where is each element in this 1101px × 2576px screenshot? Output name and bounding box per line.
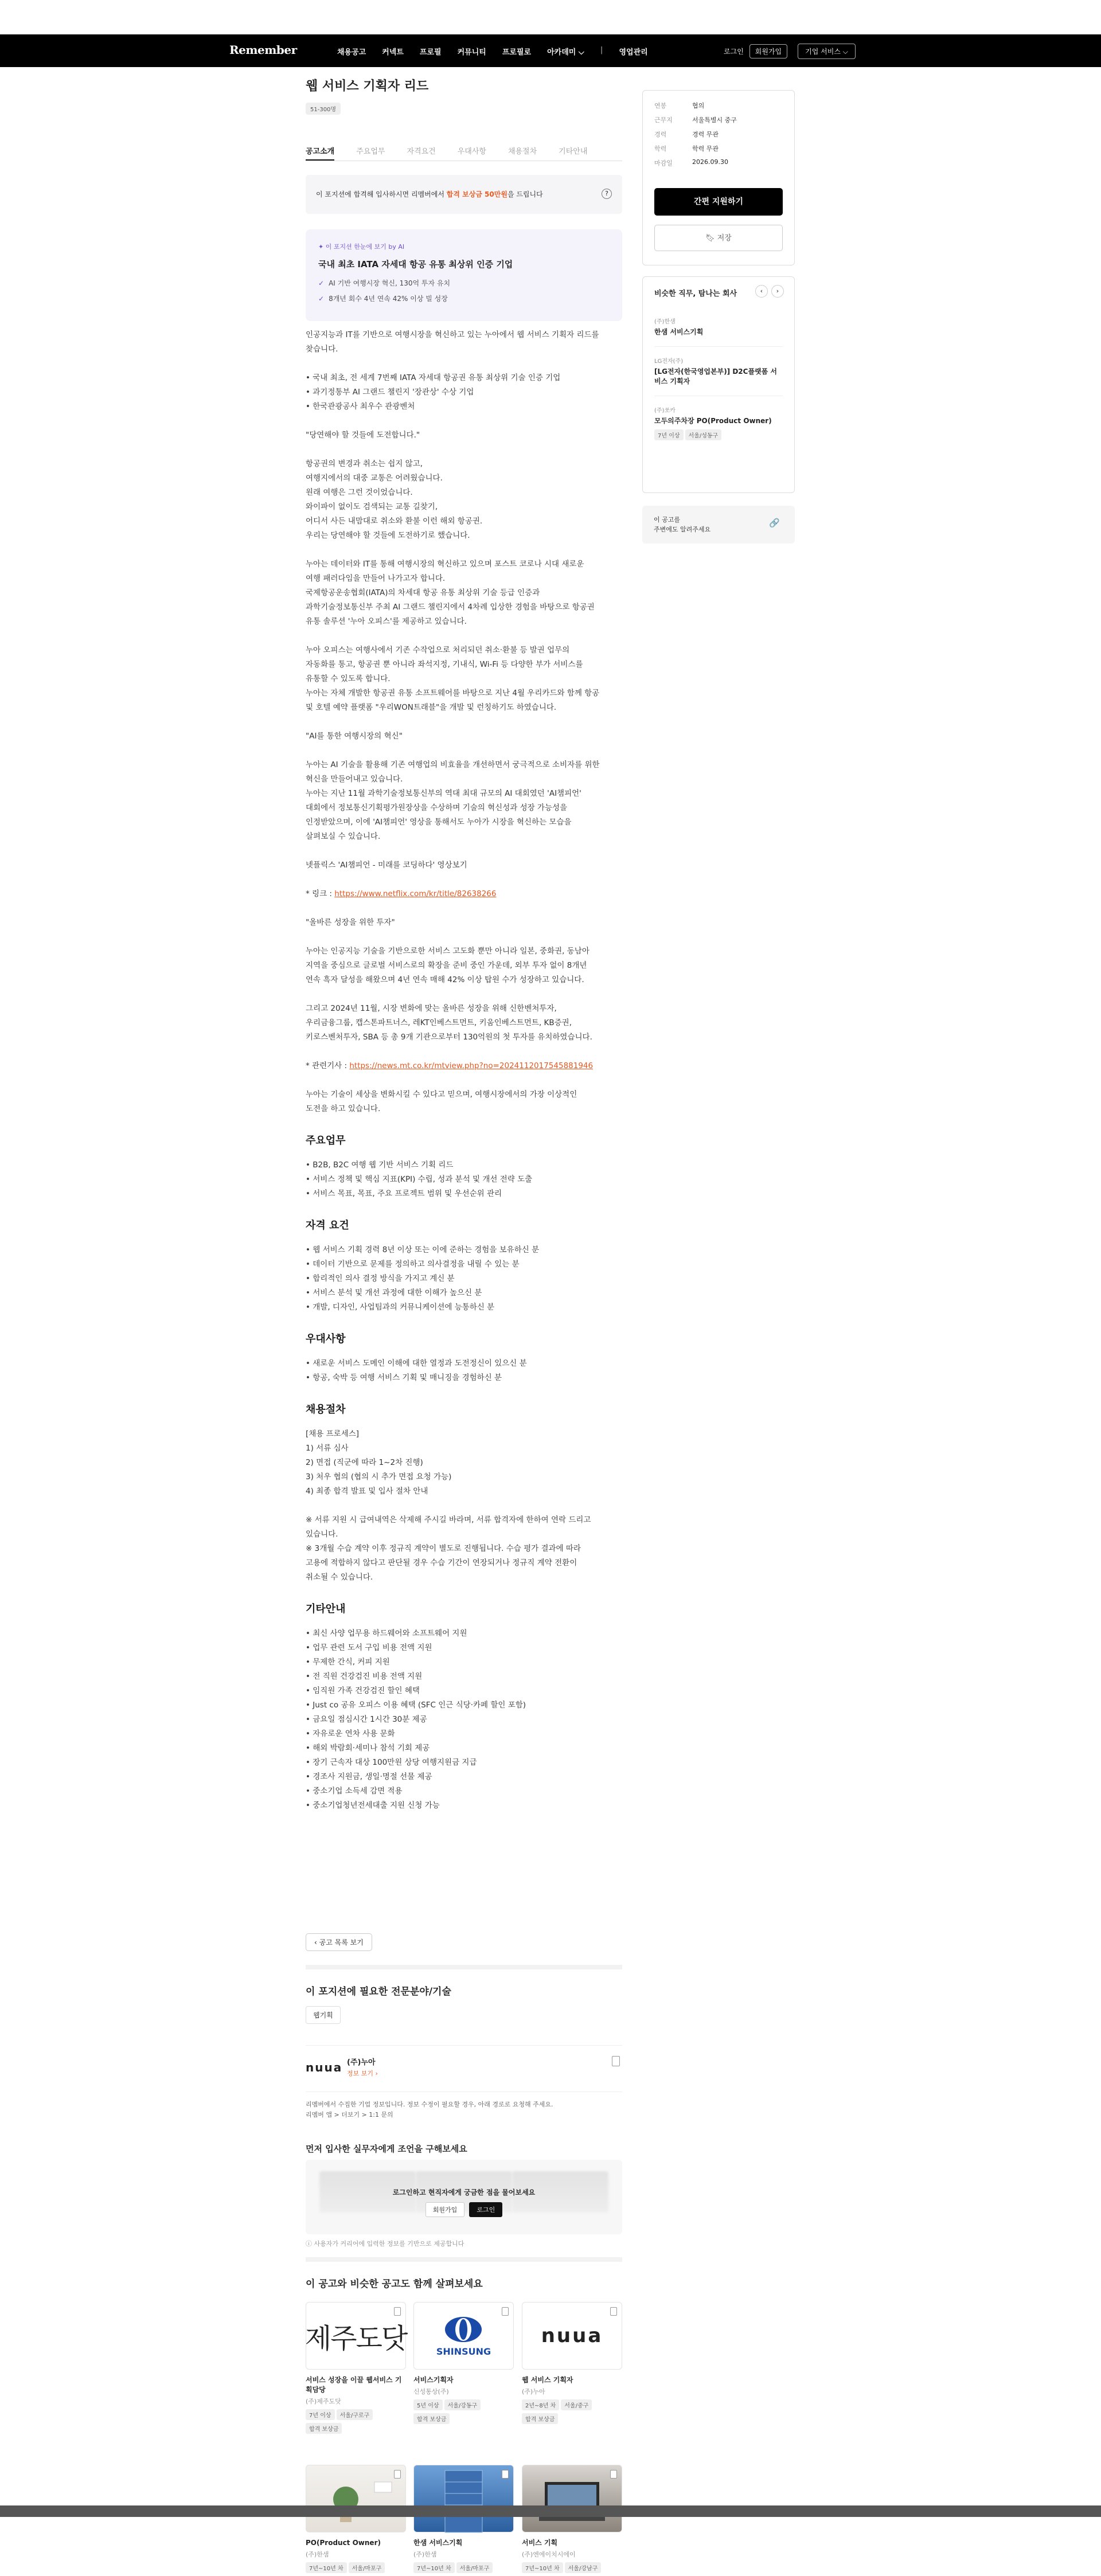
company-card[interactable] [306, 2045, 622, 2092]
tab-preferred[interactable]: 우대사항 [457, 147, 486, 156]
description-line: 도전을 하고 있습니다. [306, 1104, 381, 1113]
card-chip: 서울/구로구 [337, 2409, 373, 2420]
description-line: • 해외 박람회·세미나 참석 기회 제공 [306, 1744, 430, 1753]
preferred-heading: 우대사항 [306, 1333, 346, 1345]
description-line [306, 629, 622, 643]
section-divider [306, 2257, 622, 2262]
sidebar-chip: 7년 이상 [654, 429, 684, 440]
card-company: (주)한샘 [306, 2551, 329, 2558]
card-title: 서비스기획자 [413, 2376, 454, 2384]
card-chip: 서울/마포구 [456, 2562, 493, 2573]
description-line: 여행지에서의 대중 교통은 어려웠습니다. [306, 474, 443, 483]
similar-jobs-title: 비슷한 직무, 탐나는 회사 [654, 290, 737, 298]
description-line: • 무제한 간식, 커피 지원 [306, 1658, 390, 1667]
description-line: ※ 3개월 수습 계약 이후 정규직 계약이 별도로 진행됩니다. 수습 평가 결과에 따라 [306, 1544, 581, 1553]
card-company: 신성통상(주) [413, 2388, 449, 2395]
card-company: (주)엔에이치시에이 [522, 2551, 576, 2558]
advice-box [306, 2160, 622, 2234]
description-line: 어디서 사든 내맘대로 취소와 환불 이런 해외 항공권. [306, 517, 483, 526]
description-line: 누아는 기술이 세상을 변화시킬 수 있다고 믿으며, 여행시장에서의 가장 이상적인 [306, 1090, 577, 1099]
description-line: 1) 서류 심사 [306, 1444, 349, 1453]
description-line: • 금요일 점심시간 1시간 30분 제공 [306, 1715, 427, 1724]
description-line: 넷플릭스 'AI챔피언 - 미래를 코딩하다' 영상보기 [306, 861, 467, 870]
card-chips [522, 2562, 622, 2576]
shinsung-wordmark: SHINSUNG [436, 2346, 491, 2357]
global-header [0, 34, 1101, 67]
etc-heading: 기타안내 [306, 1603, 346, 1615]
article-link-line [306, 1059, 622, 1073]
card-chip: 서울/강남구 [565, 2562, 602, 2573]
shinsung-logo [436, 2315, 491, 2357]
tab-qualifications[interactable]: 자격요건 [407, 147, 436, 156]
card-company: (주)누아 [522, 2388, 545, 2395]
card-chip: 합격 보상금 [413, 2413, 450, 2424]
description-line: • Just co 공유 오피스 이용 혜택 (SFC 인근 식당·카페 할인 포함) [306, 1701, 526, 1710]
ai-summary-item [318, 294, 610, 303]
description-part2 [306, 901, 622, 1059]
bonus-text: 이 포지션에 합격해 입사하시면 리멤버에서 [316, 190, 447, 198]
description-line: 지역을 중심으로 글로벌 서비스로의 확장을 준비 중인 가운데, 외부 투자 없이 8개년 [306, 961, 587, 970]
description-line: "당연해야 할 것들에 도전합니다." [306, 431, 420, 440]
summary-value: 경력 무관 [692, 131, 719, 138]
process-heading: 채용절차 [306, 1404, 346, 1416]
bookmark-icon[interactable] [502, 2470, 509, 2479]
info-note-line: 리멤버 앱 > 더보기 > 1:1 문의 [306, 2111, 393, 2118]
card-chips [522, 2399, 622, 2427]
signup-button[interactable]: 회원가입 [749, 44, 787, 58]
description-line: • 과기정통부 AI 그랜드 챌린지 '장관상' 수상 기업 [306, 388, 474, 397]
preferred-list [306, 1357, 622, 1385]
similar-job-card[interactable] [306, 2465, 406, 2576]
menu-profile[interactable]: 프로필 [419, 48, 442, 57]
bonus-amount: 합격 보상금 50만원 [446, 190, 507, 198]
summary-value: 협의 [692, 102, 705, 110]
similar-job-card[interactable] [306, 2302, 406, 2437]
card-title: 서비스 기획 [522, 2539, 558, 2547]
description-line: 항공권의 변경과 취소는 쉽지 않고, [306, 459, 423, 468]
card-company: (주)한샘 [413, 2551, 437, 2558]
card-title: PO(Product Owner) [306, 2539, 381, 2547]
description-line: 누아는 인공지능 기술을 기반으로한 서비스 고도화 뿐만 아니라 일본, 중화권, 동남아 [306, 947, 589, 956]
bookmark-icon[interactable] [394, 2470, 401, 2479]
company-size-tag: 51-300명 [306, 103, 341, 115]
description-line: • 서비스 목표, 목표, 주요 프로젝트 범위 및 우선순위 관리 [306, 1189, 502, 1198]
hire-bonus-banner [306, 175, 622, 214]
description-line: ※ 서류 지원 시 급여내역은 삭제해 주시길 바라며, 서류 합격자에 한하여 연락 드리고 [306, 1515, 591, 1525]
description-line [306, 443, 622, 457]
description-line [306, 715, 622, 729]
bonus-suffix: 을 드립니다 [507, 190, 543, 198]
description-line [306, 543, 622, 557]
description-line: 4) 최종 합격 발표 및 입사 절차 안내 [306, 1487, 428, 1496]
description-line: 그리고 2024년 11월, 시장 변화에 맞는 올바른 성장을 위해 신한벤처투자, [306, 1004, 557, 1013]
sidebar-job-title: 모두의주차장 PO(Product Owner) [654, 417, 772, 425]
description-line: • 데이터 기반으로 문제를 정의하고 의사결정을 내릴 수 있는 분 [306, 1260, 520, 1269]
card-logo [413, 2302, 514, 2370]
main-menu [337, 46, 664, 57]
card-chip: 서울/중구 [561, 2399, 592, 2410]
card-title: 서비스 성장을 이끌 웹서비스 기획담당 [306, 2376, 402, 2394]
header-actions [724, 44, 856, 59]
nuua-logo: nuua [541, 2324, 603, 2347]
menu-connect[interactable]: 커넥트 [382, 48, 404, 57]
description-line: 있습니다. [306, 1530, 338, 1539]
summary-row-deadline [654, 158, 783, 167]
remember-logo[interactable]: Remember [229, 43, 297, 57]
description-line [306, 901, 622, 916]
description-line: 누아는 AI 기술을 활용해 기존 여행업의 비효율을 개선하면서 궁극적으로 소비자를 위한 [306, 760, 600, 769]
description-line: 2) 면접 (직군에 따라 1~2차 진행) [306, 1458, 423, 1467]
description-line: 고용에 적합하지 않다고 판단될 경우 수습 기간이 연장되거나 정규직 계약 전환이 [306, 1558, 577, 1568]
description-line: • B2B, B2C 여행 웹 기반 서비스 기획 리드 [306, 1160, 454, 1170]
qualifications-heading: 자격 요건 [306, 1219, 349, 1232]
summary-value: 서울특별시 중구 [692, 116, 737, 124]
description-line: 연속 흑자 달성을 해왔으며 4년 연속 매해 42% 이상 탑원 수가 성장하고 있습니다. [306, 975, 584, 984]
card-chip: 5년 이상 [413, 2399, 443, 2410]
description-line: • 서비스 분석 및 개선 과정에 대한 이해가 높으신 분 [306, 1288, 482, 1297]
description-line: 누아 오피스는 여행사에서 기존 수작업으로 처리되던 취소·환불 등 발권 업무의 [306, 646, 570, 655]
description-line: 유통 솔루션 '누아 오피스'를 제공하고 있습니다. [306, 617, 467, 626]
card-chips [413, 2399, 514, 2427]
card-title: 한샘 서비스기획 [413, 2539, 463, 2547]
description-line: 혁신을 만들어내고 있습니다. [306, 775, 403, 784]
company-info-note [306, 2100, 553, 2120]
description-line [306, 873, 622, 887]
ai-summary-headline: 국내 최초 IATA 자세대 항공 유통 최상위 인증 기업 [318, 259, 513, 269]
sidebar-job-item[interactable] [654, 346, 783, 386]
advice-note: ⓘ 사용자가 커리어에 입력한 정보를 기반으로 제공합니다 [306, 2240, 464, 2247]
description-line: • 임직원 가족 건강검진 할인 혜택 [306, 1686, 420, 1695]
card-title: 웹 서비스 기획자 [522, 2376, 573, 2384]
advice-buttons [306, 2202, 622, 2217]
description-line: • 서비스 정책 및 핵심 지표(KPI) 수립, 성과 분석 및 개선 전략 도출 [306, 1175, 533, 1184]
description-line: • 한국관광공사 최우수 관광벤처 [306, 402, 415, 411]
description-line: • 최신 사양 업무용 하드웨어와 소프트웨어 지원 [306, 1629, 467, 1638]
description-line: • 항공, 숙박 등 여행 서비스 기획 및 매니징을 경험하신 분 [306, 1373, 502, 1382]
description-line [306, 1045, 622, 1059]
tab-process[interactable]: 채용절차 [507, 147, 537, 156]
advice-signup-button[interactable]: 회원가입 [425, 2202, 465, 2217]
sidebar-job-chips [654, 426, 783, 440]
menu-sales[interactable]: 영업관리 [619, 48, 648, 57]
share-box [642, 506, 795, 544]
info-note-line: 리멤버에서 수집한 기업 정보입니다. 정보 수정이 필요할 경우, 아래 경로로 요청해 주세요. [306, 2101, 553, 2108]
description-line: • 웹 서비스 기획 경력 8년 이상 또는 이에 준하는 경험을 보유하신 분 [306, 1245, 540, 1254]
description-line: • 중소기업청년전세대출 지원 신청 가능 [306, 1801, 440, 1810]
netflix-link[interactable]: https://www.netflix.com/kr/title/82638266 [334, 889, 497, 898]
card-company: (주)제주도닷 [306, 2398, 341, 2405]
ai-summary-header: ✦ 이 포지션 한눈에 보기 by AI [318, 243, 405, 251]
description-line: "올바른 성장을 위한 투자" [306, 918, 395, 927]
card-chip: 7년~10년 차 [306, 2562, 347, 2573]
card-chip: 7년~10년 차 [413, 2562, 455, 2573]
share-text: 이 공고를 [654, 516, 681, 523]
share-text: 주변에도 알려주세요 [654, 526, 711, 533]
description-line: • 합리적인 의사 결정 방식을 가지고 계신 분 [306, 1274, 455, 1283]
card-chip: 7년~10년 차 [522, 2562, 563, 2573]
sidebar-job-company: (주)쏘카 [654, 408, 676, 414]
card-chip: 서울/강동구 [444, 2399, 481, 2410]
description-line: 살펴보실 수 있습니다. [306, 832, 381, 841]
description-line: 우리금융그룹, 캡스톤파트너스, 레KT인베스트먼트, 키움인베스트먼트, KB증권, [306, 1018, 572, 1027]
similar-job-card[interactable] [522, 2465, 622, 2576]
menu-profilero[interactable]: 프로필로 [502, 48, 532, 57]
card-chip: 7년 이상 [306, 2409, 335, 2420]
summary-row-location [654, 115, 783, 124]
laptop-photo [522, 2465, 622, 2532]
description-line: 원래 여행은 그런 것이었습니다. [306, 488, 413, 497]
description-line: 과학기술정보통신부 주최 AI 그랜드 챌린지에서 4차례 입상한 경험을 바탕으로 항공권 [306, 603, 595, 612]
building-photo [413, 2465, 514, 2532]
ai-summary-text: 8개년 회수 4년 연속 42% 이상 빌 성장 [329, 295, 448, 303]
description-line: "AI를 통한 여행시장의 혁신" [306, 732, 403, 741]
chevron-left-icon[interactable]: ‹ [755, 285, 768, 298]
summary-key: 학력 [654, 145, 667, 153]
description-line: 인공지능과 IT를 기반으로 여행시장을 혁신하고 있는 누아에서 웹 서비스 기획자 리드를 [306, 330, 599, 339]
similar-job-card[interactable] [413, 2465, 514, 2576]
card-chips [413, 2562, 514, 2576]
description-line: • 경조사 지원금, 생일·명절 선물 제공 [306, 1772, 432, 1781]
company-name[interactable]: (주)누아 [347, 2058, 376, 2067]
description-line: 누아는 자체 개발한 항공권 유통 소프트웨어를 바탕으로 지난 4월 우리카드와 함께 항공 [306, 689, 600, 698]
sidebar-job-company: LG전자(주) [654, 358, 684, 365]
card-logo [306, 2302, 406, 2370]
apply-button[interactable]: 간편 지원하기 [654, 188, 783, 216]
description-line [306, 357, 622, 371]
description-line: • 개발, 디자인, 사업팀과의 커뮤니케이션에 능통하신 분 [306, 1303, 495, 1312]
similar-job-card[interactable] [413, 2302, 514, 2427]
description-line: • 업무 관련 도서 구입 비용 전액 지원 [306, 1643, 432, 1652]
login-link[interactable]: 로그인 [724, 48, 744, 56]
tab-duties[interactable]: 주요업무 [356, 147, 385, 156]
bookmark-icon[interactable] [394, 2307, 401, 2316]
description-line [306, 1499, 622, 1513]
description-part1 [306, 328, 622, 887]
summary-row-career [654, 130, 783, 139]
advice-heading: 먼저 입사한 실무자에게 조언을 구해보세요 [306, 2144, 467, 2154]
help-icon[interactable]: ? [602, 189, 612, 199]
sidebar-job-item[interactable] [654, 307, 783, 337]
menu-community[interactable]: 커뮤니티 [457, 48, 486, 57]
bookmark-icon: 🔖︎ [705, 234, 717, 243]
nuua-logo: nuua [306, 2061, 343, 2074]
summary-value: 2026.09.30 [692, 158, 728, 166]
menu-separator: | [600, 46, 603, 54]
description-part3 [306, 1073, 622, 1116]
description-line: • 새로운 서비스 도메인 이해에 대한 열정과 도전정신이 있으신 분 [306, 1359, 527, 1368]
description-line: [채용 프로세스] [306, 1429, 360, 1439]
back-to-list-button[interactable]: ‹ 공고 목록 보기 [306, 1933, 372, 1951]
description-line: • 국내 최초, 전 세계 7번째 IATA 자세대 항공권 유통 최상위 기술 인증 기업 [306, 373, 561, 382]
description-line: 키로스벤처투자, SBA 등 총 9개 기관으로부터 130억원의 첫 투자를 유치하였습니다. [306, 1033, 592, 1042]
summary-key: 연봉 [654, 102, 667, 110]
link-icon[interactable]: 🔗 [769, 518, 780, 528]
summary-row-education [654, 144, 783, 153]
description-line [306, 844, 622, 858]
section-divider [306, 1965, 622, 1969]
article-link[interactable]: https://news.mt.co.kr/mtview.php?no=2024112017545881946 [349, 1061, 594, 1070]
card-chip: 합격 보상금 [306, 2423, 342, 2434]
description-line [306, 744, 622, 758]
save-label: 저장 [717, 234, 732, 243]
description-line: • 자유로운 연차 사용 문화 [306, 1729, 395, 1738]
description-line: 누아는 지난 11월 과학기술정보통신부의 역대 최대 규모의 AI 대회였던 'AI챔피언' [306, 789, 581, 798]
ai-summary-text: AI 기반 여행시장 혁신, 130억 투자 유치 [329, 279, 451, 287]
netflix-link-line [306, 887, 622, 901]
sidebar-chip: 서울/성동구 [685, 429, 722, 440]
description-line: 자동화를 통고, 항공권 뿐 아니라 좌석지정, 기내식, Wi-Fi 등 다양한 부가 서비스를 [306, 660, 583, 669]
chevron-right-icon[interactable]: › [771, 285, 784, 298]
summary-key: 근무지 [654, 116, 673, 124]
ai-summary-item [318, 278, 610, 288]
check-icon: ✓ [318, 279, 325, 287]
link-prefix: * 관련기사 : [306, 1061, 350, 1070]
qualifications-list [306, 1243, 622, 1315]
skill-chip[interactable]: 웹기획 [306, 2006, 341, 2024]
description-line [306, 414, 622, 428]
similar-jobs-heading: 이 공고와 비슷한 공고도 함께 살펴보세요 [306, 2278, 483, 2290]
bottom-bar [0, 2505, 1101, 2517]
description-line: • 중소기업 소득세 감면 적용 [306, 1787, 403, 1796]
description-line [306, 987, 622, 1002]
bookmark-icon[interactable] [610, 2470, 617, 2479]
description-line: 유통할 수 있도록 합니다. [306, 674, 391, 683]
menu-academy[interactable]: 아카데미 ⌵ [547, 48, 584, 57]
summary-value: 학력 무관 [692, 145, 719, 153]
description-line: • 전 직원 건강검진 비용 전액 지원 [306, 1672, 423, 1681]
card-chip: 2년~8년 차 [522, 2399, 559, 2410]
sidebar-job-item[interactable] [654, 396, 783, 440]
sidebar-job-company: (주)한샘 [654, 319, 676, 325]
description-line: 여행 패러다임을 만들어 나가고자 합니다. [306, 574, 446, 583]
jejudot-logo: 제주도닷 [304, 2322, 407, 2355]
menu-jobs[interactable]: 채용공고 [337, 48, 366, 57]
card-chips [306, 2409, 406, 2437]
check-icon: ✓ [318, 295, 325, 303]
description-line: 우리는 당연해야 할 것들에 도전하기로 했습니다. [306, 531, 470, 540]
description-line: 및 호텔 예약 플랫폼 "우리WON트래블"을 개발 및 런칭하기도 하였습니다. [306, 703, 557, 712]
job-title: 웹 서비스 기획자 리드 [306, 79, 429, 93]
save-button[interactable] [654, 225, 783, 251]
ai-summary-box [306, 229, 622, 321]
sidebar-job-title: 한샘 서비스기획 [654, 328, 704, 336]
description-line: 인정받았으며, 이에 'AI챔피언' 영상을 통해서도 누아가 시장을 혁신하는 모습을 [306, 818, 572, 827]
duties-list [306, 1158, 622, 1201]
bookmark-icon[interactable] [612, 2056, 620, 2066]
job-description [306, 328, 622, 1813]
link-prefix: * 링크 : [306, 889, 335, 898]
summary-row-salary [654, 101, 783, 110]
company-info-link[interactable]: 정보 보기 › [347, 2070, 378, 2077]
similar-job-card[interactable] [522, 2302, 622, 2427]
description-line: 찾습니다. [306, 345, 338, 354]
card-chip: 합격 보상금 [522, 2413, 558, 2424]
job-summary-card [642, 90, 795, 265]
duties-heading: 주요업무 [306, 1135, 346, 1147]
description-line [306, 1073, 622, 1088]
advice-login-button[interactable]: 로그인 [469, 2202, 502, 2217]
card-chip: 서울/마포구 [349, 2562, 385, 2573]
skills-heading: 이 포지션에 필요한 전문분야/기술 [306, 1986, 451, 1998]
description-line: 와이파이 없이도 검색되는 교통 길찾기, [306, 502, 438, 511]
summary-key: 경력 [654, 131, 667, 138]
bookmark-icon[interactable] [502, 2307, 509, 2316]
description-line [306, 930, 622, 944]
enterprise-service-button[interactable]: 기업 서비스 ⌵ [798, 44, 856, 59]
summary-key: 마감일 [654, 159, 673, 167]
tab-intro[interactable]: 공고소개 [306, 140, 334, 161]
etc-list [306, 1627, 622, 1813]
carousel-nav [752, 285, 784, 298]
description-line: 취소될 수 있습니다. [306, 1573, 373, 1582]
description-line: 국제항공운송협회(IATA)의 차세대 항공 유통 최상위 기술 등급 인증과 [306, 588, 540, 597]
description-line: • 장기 근속자 대상 100만원 상당 여행지원금 지급 [306, 1758, 477, 1767]
similar-jobs-sidebar [642, 276, 795, 493]
tab-etc[interactable]: 기타안내 [559, 147, 588, 156]
description-line: 3) 처우 협의 (협의 시 추가 면접 요청 가능) [306, 1472, 452, 1482]
section-tabs [306, 140, 622, 161]
process-list [306, 1427, 622, 1585]
description-line: 누아는 데이터와 IT를 통해 여행시장의 혁신하고 있으며 포스트 코로나 시대 새로운 [306, 560, 584, 569]
advice-message: 로그인하고 현직자에게 궁금한 점을 물어보세요 [392, 2188, 536, 2196]
card-logo [522, 2302, 622, 2370]
description-line: 대회에서 정보통신기획평가원장상을 수상하며 기술의 혁신성과 성장 가능성을 [306, 803, 568, 812]
office-photo [306, 2465, 406, 2532]
sidebar-job-title: [LG전자(한국영업본부)] D2C플랫폼 서비스 기획자 [654, 368, 778, 385]
bookmark-icon[interactable] [610, 2307, 617, 2316]
card-chips [306, 2562, 406, 2576]
